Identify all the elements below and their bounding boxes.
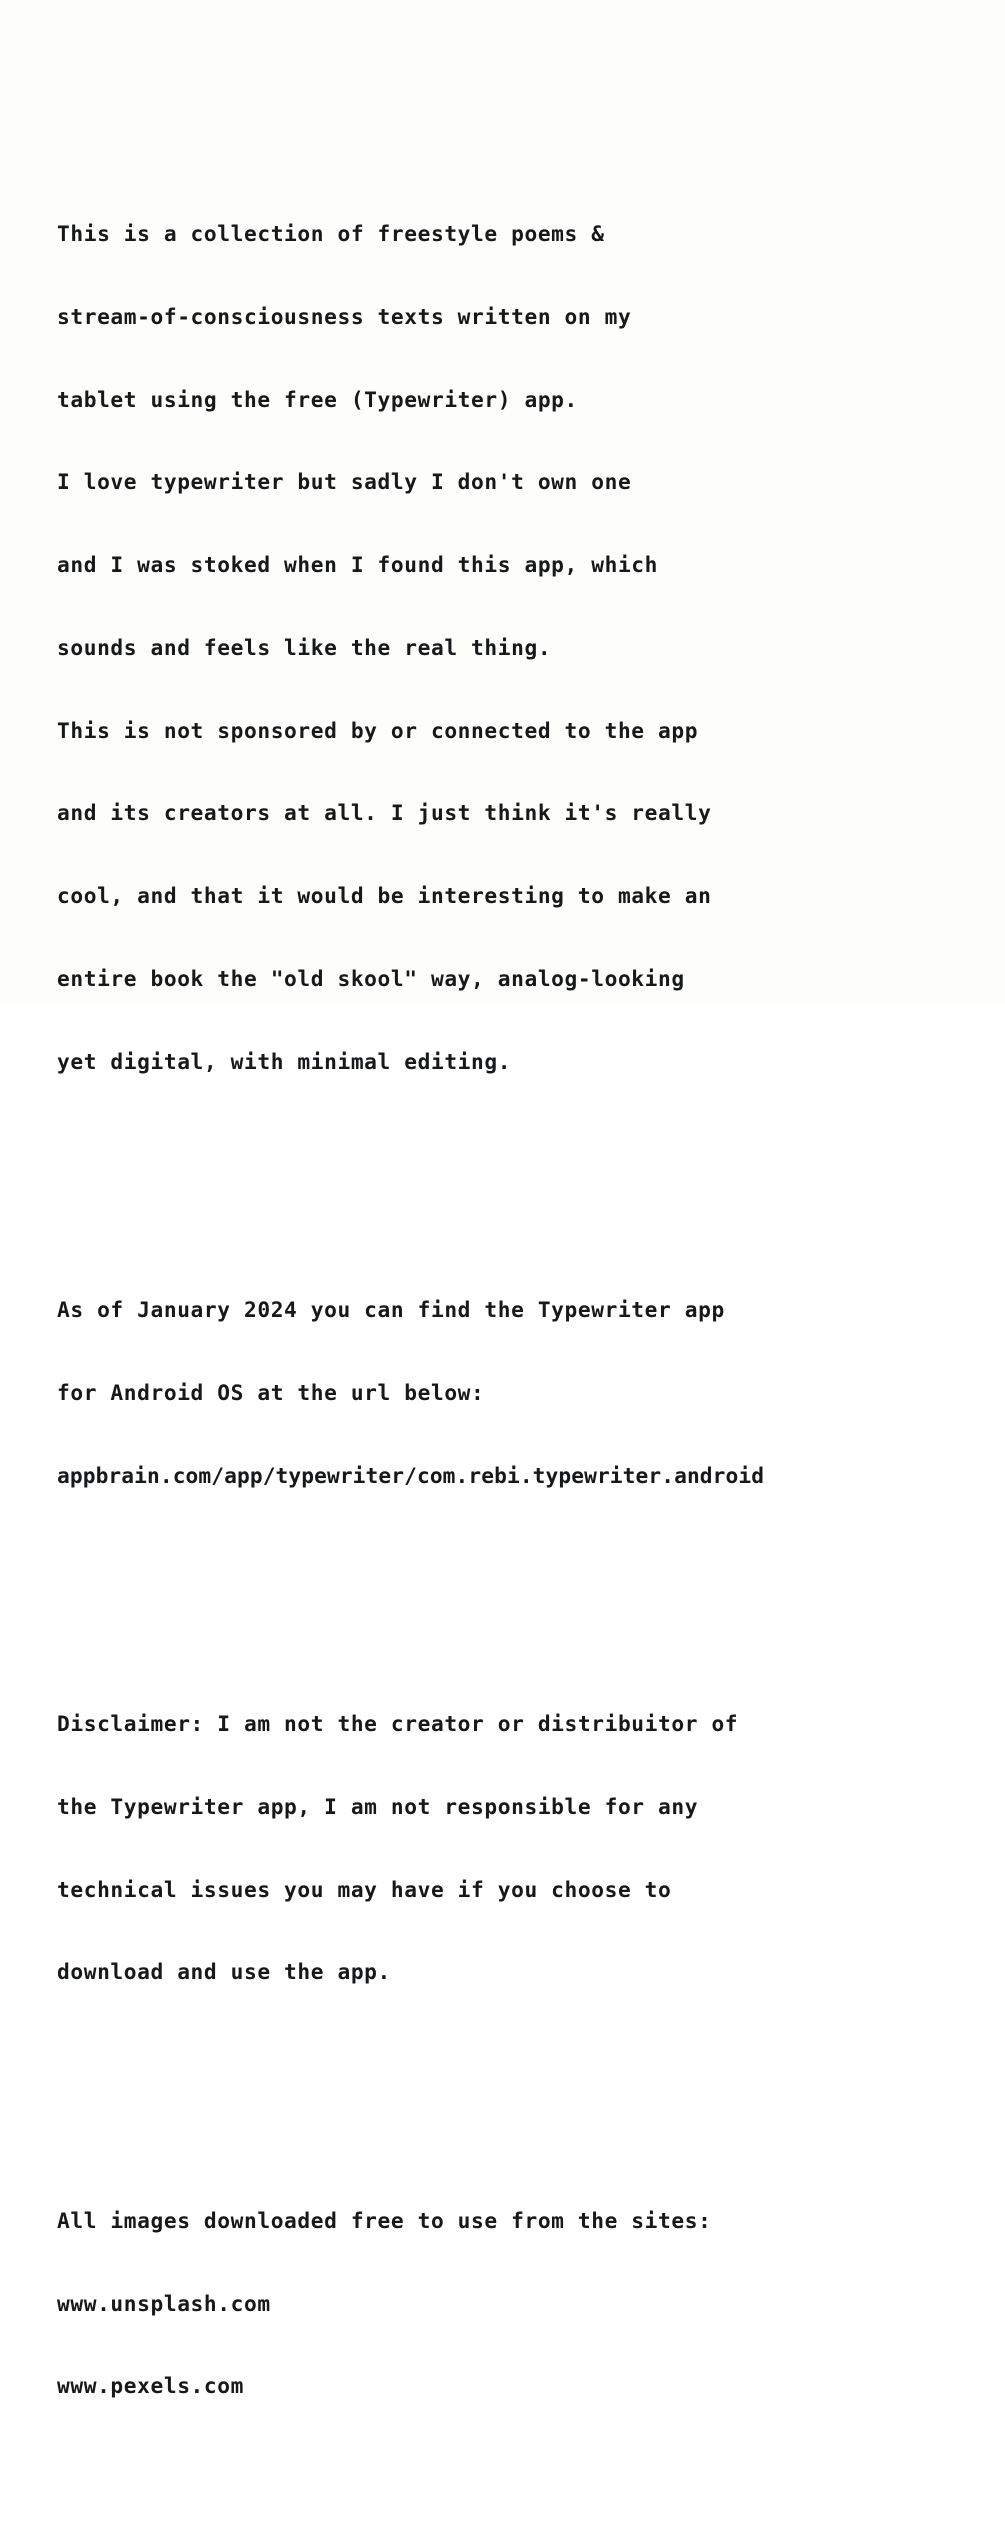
paragraph-credits (57, 2152, 945, 2456)
text-line: All images downloaded free to use from the sites: (57, 2207, 712, 2233)
text-line: tablet using the free (Typewriter) app. (57, 386, 578, 412)
text-line: I love typewriter but sadly I don't own one (57, 469, 632, 495)
text-line: stream-of-consciousness texts written on my (57, 303, 632, 329)
text-line: This is a collection of freestyle poems & (57, 220, 605, 246)
paragraph-intro (57, 165, 945, 1131)
paragraph-availability (57, 1241, 945, 1545)
credit-url-unsplash: www.unsplash.com (57, 2290, 271, 2316)
text-line: yet digital, with minimal editing. (57, 1048, 512, 1074)
text-line: for Android OS at the url below: (57, 1379, 485, 1405)
text-line: Disclaimer: I am not the creator or distribuitor of (57, 1711, 739, 1737)
app-url: appbrain.com/app/typewriter/com.rebi.typewriter.android (57, 1462, 765, 1488)
text-line: and its creators at all. I just think it's really (57, 800, 712, 826)
document-body (57, 82, 945, 2538)
text-line: entire book the "old skool" way, analog-looking (57, 966, 685, 991)
text-line: sounds and feels like the real thing. (57, 634, 552, 660)
text-line: As of January 2024 you can find the Typewriter app (57, 1297, 725, 1323)
credit-url-pexels: www.pexels.com (57, 2373, 244, 2399)
text-line: and I was stoked when I found this app, which (57, 552, 659, 578)
text-line: technical issues you may have if you choose to (57, 1876, 672, 1902)
text-line: download and use the app. (57, 1959, 391, 1985)
text-line: the Typewriter app, I am not responsible for any (57, 1793, 699, 1819)
paragraph-disclaimer (57, 1655, 945, 2041)
text-line: cool, and that it would be interesting to make an (57, 883, 712, 909)
text-line: This is not sponsored by or connected to the app (57, 717, 699, 743)
